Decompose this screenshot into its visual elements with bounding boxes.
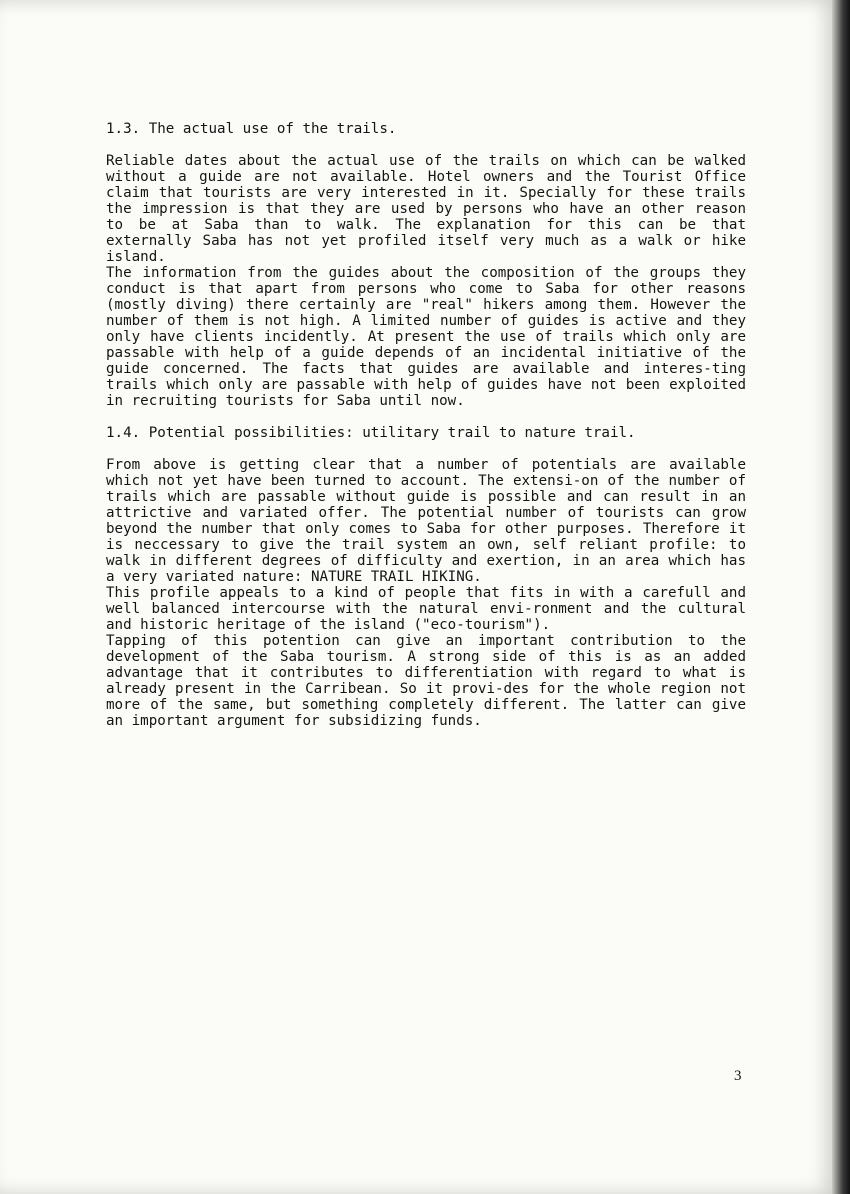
page-edge-shadow	[832, 0, 850, 1194]
paragraph-1-3-a: Reliable dates about the actual use of the trails on which can be walked without a guide are not available. Hotel owners and the Tourist Office claim that tourists are very interested in it. Specially for these trails the impression is that they are used by persons who have an other reason to be at Saba than to walk. The explanation for this can be that externally Saba has not yet profiled itself very much as a walk or hike island.	[106, 153, 746, 265]
paragraph-1-4-a: From above is getting clear that a number of potentials are available which not yet have been turned to account. The extensi-on of the number of trails which are passable without guide is possible and can result in an attrictive and variated offer. The potential number of tourists can grow beyond the number that only comes to Saba for other purposes. Therefore it is neccessary to give the trail system an own, self reliant profile: to walk in different degrees of difficulty and exertion, in an area which has a very variated nature: NATURE TRAIL HIKING.	[106, 457, 746, 585]
section-heading-1-3: 1.3. The actual use of the trails.	[106, 121, 397, 137]
paragraph-1-3-b: The information from the guides about the composition of the groups they conduct is that apart from persons who come to Saba for other reasons (mostly diving) there certainly are "real" hikers among them. However the number of them is not high. A limited number of guides is active and they only have clients incidently. At present the use of trails which only are passable with help of a guide depends of an incidental initiative of the guide concerned. The facts that guides are available and interes-ting trails which only are passable with help of guides have not been exploited in recruiting tourists for Saba until now.	[106, 265, 746, 409]
page-content	[106, 121, 746, 729]
paragraph-1-4-b: This profile appeals to a kind of people that fits in with a carefull and well balanced intercourse with the natural envi-ronment and the cultural and historic heritage of the island ("eco-tourism").	[106, 585, 746, 633]
page-number: 3	[734, 1068, 742, 1084]
paragraph-1-4-c: Tapping of this potention can give an important contribution to the development of the Saba tourism. A strong side of this is as an added advantage that it contributes to differentiation with regard to what is already present in the Carribean. So it provi-des for the whole region not more of the same, but something completely different. The latter can give an important argument for subsidizing funds.	[106, 633, 746, 729]
section-heading-1-4: 1.4. Potential possibilities: utilitary trail to nature trail.	[106, 425, 636, 441]
